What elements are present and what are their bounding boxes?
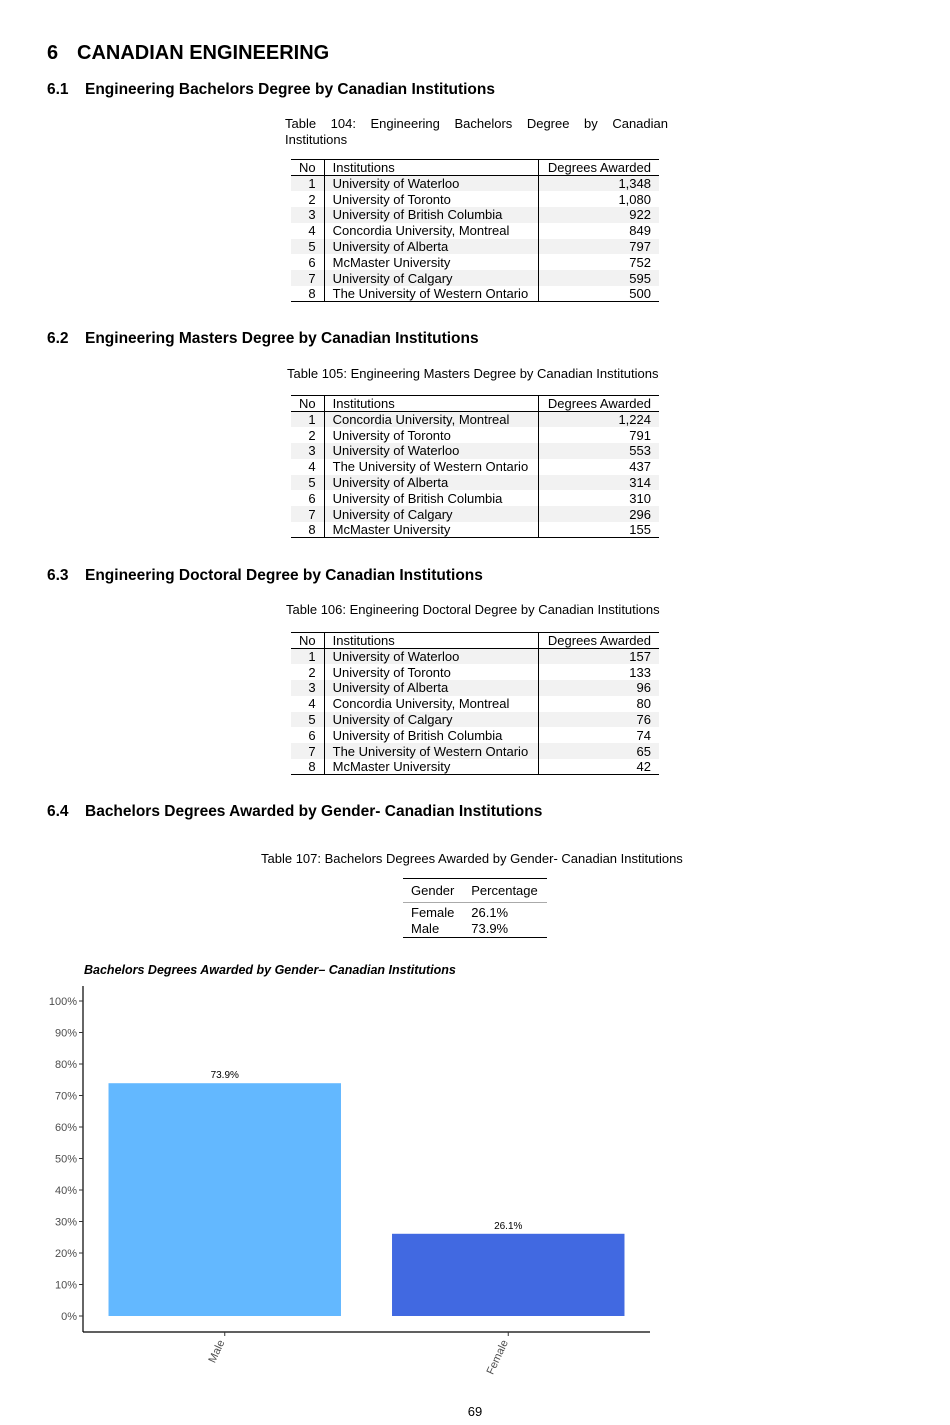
bar-female xyxy=(392,1234,624,1316)
section-heading xyxy=(47,42,329,65)
subsection-heading-6-4 xyxy=(47,803,542,821)
y-tick-label: 30% xyxy=(54,1216,77,1229)
table-105 xyxy=(291,395,659,538)
subsection-number: 6.3 xyxy=(47,567,69,584)
table-row xyxy=(291,680,659,696)
table-header-row xyxy=(403,879,547,903)
table-106 xyxy=(291,632,659,775)
column-header: Degrees Awarded xyxy=(547,633,651,648)
table-106-caption: Table 106: Engineering Doctoral Degree by Canadian Institutions xyxy=(286,602,660,617)
table-row xyxy=(291,743,659,759)
institution-cell: University of Waterloo xyxy=(324,176,538,192)
degrees-cell: 80 xyxy=(636,696,651,712)
gender-cell: Female xyxy=(411,905,455,920)
table-header-row xyxy=(291,633,659,649)
table-107-caption: Table 107: Bachelors Degrees Awarded by Gender- Canadian Institutions xyxy=(261,851,683,866)
degrees-cell: 1,348 xyxy=(618,176,651,192)
degrees-cell: 155 xyxy=(629,522,651,538)
institution-cell: University of Alberta xyxy=(324,680,538,696)
institution-cell: University of British Columbia xyxy=(324,727,538,743)
institution-cell: University of British Columbia xyxy=(324,207,538,223)
x-tick-label: Female xyxy=(484,1338,511,1377)
rank-cell: 1 xyxy=(291,176,324,192)
y-tick-label: 70% xyxy=(54,1090,77,1103)
table-row xyxy=(291,191,659,207)
rank-cell: 3 xyxy=(291,207,324,223)
table-107 xyxy=(403,878,547,938)
degrees-cell: 65 xyxy=(636,743,651,759)
institution-cell: University of Alberta xyxy=(324,475,538,491)
institution-cell: The University of Western Ontario xyxy=(324,743,538,759)
table-header-row xyxy=(291,396,659,412)
column-header: Institutions xyxy=(324,160,538,176)
institution-cell: University of Calgary xyxy=(324,270,538,286)
rank-cell: 5 xyxy=(291,239,324,255)
data-label: 73.9% xyxy=(210,1070,239,1082)
subsection-title: Engineering Bachelors Degree by Canadian Institutions xyxy=(85,81,495,98)
column-header: No xyxy=(291,160,324,176)
table-row xyxy=(291,649,659,665)
table-row xyxy=(291,270,659,286)
degrees-cell: 133 xyxy=(629,664,651,680)
chart-title: Bachelors Degrees Awarded by Gender– Canadian Institutions xyxy=(84,963,456,977)
column-header: Institutions xyxy=(324,396,538,412)
degrees-cell: 849 xyxy=(629,223,651,239)
rank-cell: 7 xyxy=(291,743,324,759)
table-row xyxy=(291,254,659,270)
degrees-cell: 437 xyxy=(629,459,651,475)
degrees-cell: 76 xyxy=(636,712,651,728)
rank-cell: 3 xyxy=(291,680,324,696)
institution-cell: University of Calgary xyxy=(324,506,538,522)
degrees-cell: 310 xyxy=(629,490,651,506)
degrees-cell: 314 xyxy=(629,475,651,491)
table-104-caption: Table 104: Engineering Bachelors Degree by Canadian Institutions xyxy=(285,116,668,147)
table-row xyxy=(291,696,659,712)
table-row xyxy=(291,459,659,475)
table-row xyxy=(291,223,659,239)
y-tick-label: 100% xyxy=(48,996,77,1008)
table-row xyxy=(291,664,659,680)
y-tick-label: 0% xyxy=(61,1311,77,1323)
subsection-heading-6-3 xyxy=(47,567,483,585)
rank-cell: 7 xyxy=(291,506,324,522)
rank-cell: 1 xyxy=(291,412,324,428)
institution-cell: Concordia University, Montreal xyxy=(324,412,538,428)
institution-cell: The University of Western Ontario xyxy=(324,459,538,475)
table-row xyxy=(291,427,659,443)
subsection-title: Engineering Doctoral Degree by Canadian Institutions xyxy=(85,567,483,584)
degrees-cell: 74 xyxy=(636,727,651,743)
subsection-number: 6.2 xyxy=(47,330,69,347)
y-tick-label: 80% xyxy=(54,1059,77,1071)
column-header: No xyxy=(291,633,324,649)
table-row xyxy=(403,921,547,938)
institution-cell: University of Calgary xyxy=(324,712,538,728)
table-row xyxy=(291,506,659,522)
rank-cell: 8 xyxy=(291,286,324,302)
rank-cell: 2 xyxy=(291,664,324,680)
section-number: 6 xyxy=(47,42,59,64)
rank-cell: 4 xyxy=(291,459,324,475)
institution-cell: McMaster University xyxy=(324,254,538,270)
institution-cell: Concordia University, Montreal xyxy=(324,696,538,712)
institution-cell: Concordia University, Montreal xyxy=(324,223,538,239)
rank-cell: 3 xyxy=(291,443,324,459)
rank-cell: 8 xyxy=(291,759,324,775)
degrees-cell: 752 xyxy=(629,254,651,270)
rank-cell: 2 xyxy=(291,427,324,443)
section-title: CANADIAN ENGINEERING xyxy=(77,42,330,64)
column-header: Percentage xyxy=(471,883,538,898)
column-header: Degrees Awarded xyxy=(547,160,651,175)
table-row xyxy=(291,712,659,728)
y-tick-label: 20% xyxy=(54,1248,77,1260)
subsection-number: 6.4 xyxy=(47,803,69,820)
percentage-cell: 26.1% xyxy=(471,905,509,920)
column-header: No xyxy=(291,396,324,412)
degrees-cell: 595 xyxy=(629,270,651,286)
degrees-cell: 42 xyxy=(636,759,651,775)
institution-cell: University of Waterloo xyxy=(324,649,538,665)
degrees-cell: 1,080 xyxy=(618,191,651,207)
degrees-cell: 922 xyxy=(629,207,651,223)
table-row xyxy=(291,176,659,192)
rank-cell: 8 xyxy=(291,522,324,538)
data-label: 26.1% xyxy=(494,1220,523,1232)
institution-cell: University of Toronto xyxy=(324,427,538,443)
column-header: Degrees Awarded xyxy=(547,396,651,411)
percentage-cell: 73.9% xyxy=(471,921,509,936)
table-row xyxy=(291,286,659,302)
table-row xyxy=(291,443,659,459)
rank-cell: 5 xyxy=(291,475,324,491)
rank-cell: 6 xyxy=(291,727,324,743)
degrees-cell: 1,224 xyxy=(618,412,651,428)
table-row xyxy=(291,475,659,491)
table-row xyxy=(291,207,659,223)
degrees-cell: 500 xyxy=(629,286,651,302)
rank-cell: 5 xyxy=(291,712,324,728)
degrees-cell: 791 xyxy=(629,427,651,443)
table-row xyxy=(403,903,547,922)
subsection-number: 6.1 xyxy=(47,81,69,98)
y-tick-label: 50% xyxy=(54,1153,77,1166)
table-header-row xyxy=(291,160,659,176)
institution-cell: University of Waterloo xyxy=(324,443,538,459)
table-105-caption: Table 105: Engineering Masters Degree by Canadian Institutions xyxy=(287,366,659,381)
rank-cell: 4 xyxy=(291,696,324,712)
subsection-title: Engineering Masters Degree by Canadian Institutions xyxy=(85,330,479,347)
institution-cell: University of Toronto xyxy=(324,191,538,207)
table-row xyxy=(291,490,659,506)
y-tick-label: 10% xyxy=(54,1279,77,1292)
table-row xyxy=(291,239,659,255)
gender-bar-chart xyxy=(0,980,700,1390)
rank-cell: 6 xyxy=(291,490,324,506)
table-row xyxy=(291,522,659,538)
rank-cell: 4 xyxy=(291,223,324,239)
y-tick-label: 40% xyxy=(54,1185,77,1197)
table-row xyxy=(291,412,659,428)
table-104 xyxy=(291,159,659,302)
institution-cell: McMaster University xyxy=(324,759,538,775)
y-tick-label: 90% xyxy=(54,1027,77,1040)
column-header: Gender xyxy=(411,883,455,898)
institution-cell: University of Toronto xyxy=(324,664,538,680)
institution-cell: University of Alberta xyxy=(324,239,538,255)
gender-cell: Male xyxy=(411,921,440,936)
table-row xyxy=(291,759,659,775)
rank-cell: 7 xyxy=(291,270,324,286)
subsection-heading-6-1 xyxy=(47,81,495,99)
bar-male xyxy=(109,1083,341,1316)
x-tick-label: Male xyxy=(206,1338,228,1365)
degrees-cell: 296 xyxy=(629,506,651,522)
table-row xyxy=(291,727,659,743)
institution-cell: University of British Columbia xyxy=(324,490,538,506)
degrees-cell: 96 xyxy=(636,680,651,696)
rank-cell: 1 xyxy=(291,649,324,665)
subsection-heading-6-2 xyxy=(47,330,479,348)
degrees-cell: 797 xyxy=(629,239,651,255)
page-number: 69 xyxy=(467,1404,483,1419)
column-header: Institutions xyxy=(324,633,538,649)
institution-cell: The University of Western Ontario xyxy=(324,286,538,302)
degrees-cell: 553 xyxy=(629,443,651,459)
y-tick-label: 60% xyxy=(54,1122,77,1134)
rank-cell: 6 xyxy=(291,254,324,270)
degrees-cell: 157 xyxy=(629,649,651,665)
rank-cell: 2 xyxy=(291,191,324,207)
subsection-title: Bachelors Degrees Awarded by Gender- Canadian Institutions xyxy=(85,803,543,820)
institution-cell: McMaster University xyxy=(324,522,538,538)
